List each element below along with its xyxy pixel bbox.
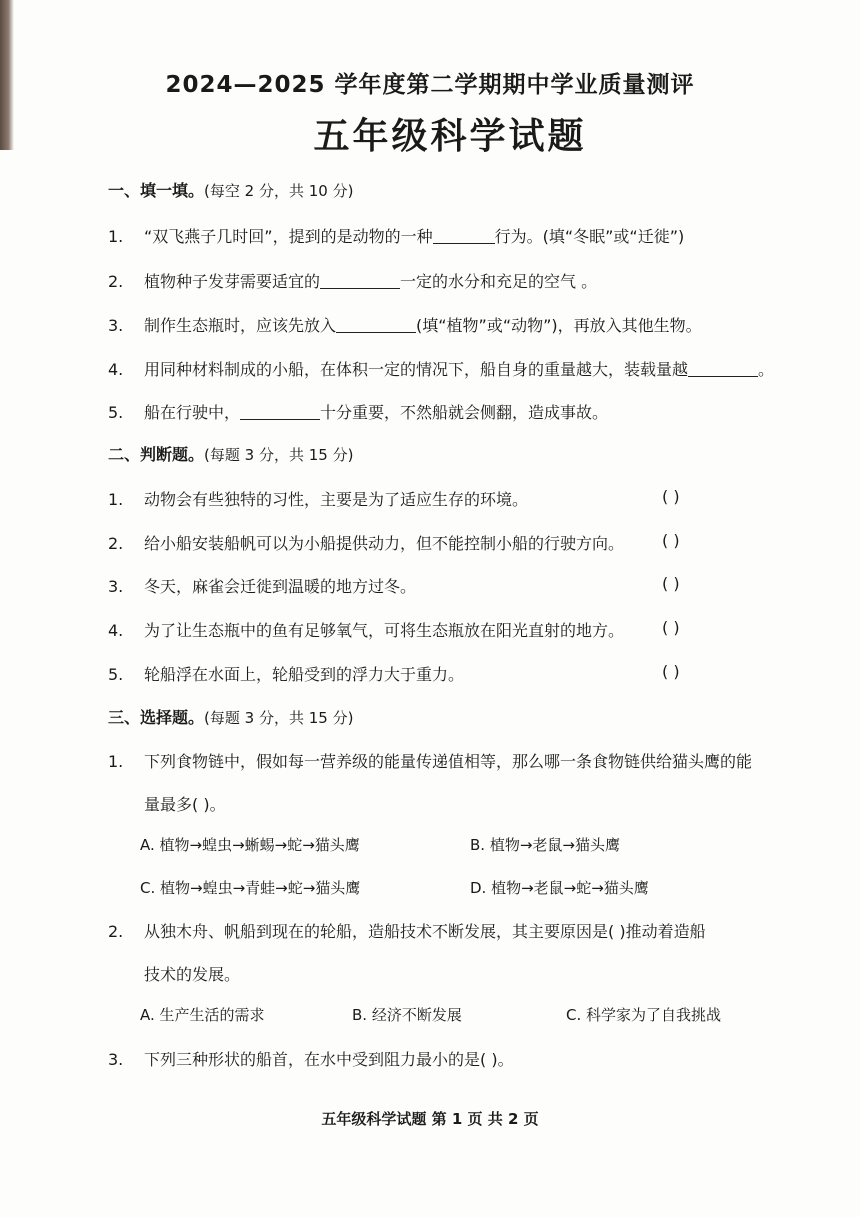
- section-3-note: (每题 3 分，共 15 分): [204, 709, 354, 727]
- answer-parentheses[interactable]: ( ): [662, 618, 680, 637]
- question-text: 冬天，麻雀会迁徙到温暖的地方过冬。: [144, 577, 417, 596]
- question-number: 2.: [108, 534, 124, 553]
- section-2-note: (每题 3 分，共 15 分): [204, 446, 354, 464]
- question-number: 3.: [108, 577, 124, 596]
- fill-question-5: [108, 400, 608, 423]
- question-text: 用同种材料制成的小船，在体积一定的情况下，船自身的重量越大，装载量越: [144, 360, 689, 379]
- question-text: 。: [758, 360, 775, 379]
- question-text: 植物种子发芽需要适宜的: [144, 272, 321, 291]
- answer-parentheses[interactable]: ( ): [662, 531, 680, 550]
- answer-parentheses[interactable]: ( ): [662, 487, 680, 506]
- answer-blank[interactable]: [433, 227, 495, 244]
- section-1-title: 一、填一填。: [108, 181, 205, 200]
- section-1-heading: [108, 178, 353, 201]
- option-c[interactable]: C. 科学家为了自我挑战: [566, 1006, 722, 1024]
- answer-blank[interactable]: [320, 272, 400, 289]
- question-text: 为了让生态瓶中的鱼有足够氧气，可将生态瓶放在阳光直射的地方。: [144, 621, 625, 640]
- question-number: 1.: [108, 227, 124, 246]
- question-number: 1.: [108, 490, 124, 509]
- question-text: 下列三种形状的船首，在水中受到阻力最小的是( )。: [144, 1050, 514, 1069]
- section-2-title: 二、判断题。: [108, 445, 205, 464]
- question-text: 给小船安装船帆可以为小船提供动力，但不能控制小船的行驶方向。: [144, 534, 625, 553]
- question-text: “双飞燕子几时回”，提到的是动物的一种: [144, 227, 433, 246]
- answer-blank[interactable]: [688, 360, 758, 377]
- question-text: 船在行驶中，: [144, 403, 241, 422]
- answer-parentheses[interactable]: ( ): [662, 662, 680, 681]
- question-number: 4.: [108, 360, 124, 379]
- fill-question-2: [108, 269, 597, 292]
- question-number: 5.: [108, 665, 124, 684]
- question-text: 十分重要，不然船就会侧翻，造成事故。: [320, 403, 609, 422]
- choice-question-2-cont: 技术的发展。: [144, 965, 241, 984]
- option-d[interactable]: D. 植物→老鼠→蛇→猫头鹰: [470, 879, 649, 897]
- question-text: 下列食物链中，假如每一营养级的能量传递值相等，那么哪一条食物链供给猫头鹰的能: [144, 752, 753, 771]
- section-3-title: 三、选择题。: [108, 708, 205, 727]
- question-text: 行为。(填“冬眠”或“迁徙”): [494, 227, 685, 246]
- option-b[interactable]: B. 经济不断发展: [352, 1006, 462, 1024]
- choice-question-2: [108, 919, 706, 942]
- question-text: 动物会有些独特的习性，主要是为了适应生存的环境。: [144, 490, 529, 509]
- judge-question-4: [108, 618, 624, 641]
- question-number: 3.: [108, 1050, 124, 1069]
- question-text: 制作生态瓶时，应该先放入: [144, 316, 337, 335]
- question-number: 2.: [108, 922, 124, 941]
- choice-question-1: [108, 749, 752, 772]
- question-number: 5.: [108, 403, 124, 422]
- question-number: 2.: [108, 272, 124, 291]
- exam-title: 五年级科学试题: [313, 116, 587, 157]
- option-a[interactable]: A. 植物→蝗虫→蜥蜴→蛇→猫头鹰: [140, 836, 360, 854]
- fill-question-1: [108, 224, 684, 247]
- option-c[interactable]: C. 植物→蝗虫→青蛙→蛇→猫头鹰: [140, 879, 361, 897]
- judge-question-2: [108, 531, 624, 554]
- option-b[interactable]: B. 植物→老鼠→猫头鹰: [470, 836, 620, 854]
- page-footer: 五年级科学试题 第 1 页 共 2 页: [321, 1110, 539, 1128]
- question-text: 一定的水分和充足的空气 。: [400, 272, 598, 291]
- exam-header: 2024—2025 学年度第二学期期中学业质量测评: [165, 72, 695, 98]
- judge-question-5: [108, 662, 464, 685]
- question-text: 从独木舟、帆船到现在的轮船，造船技术不断发展，其主要原因是( )推动着造船: [144, 922, 706, 941]
- option-a[interactable]: A. 生产生活的需求: [140, 1006, 265, 1024]
- judge-question-3: [108, 574, 416, 597]
- fill-question-4: [108, 357, 774, 380]
- question-text: (填“植物”或“动物”)，再放入其他生物。: [416, 316, 702, 335]
- answer-blank[interactable]: [240, 403, 320, 420]
- question-text: 轮船浮在水面上，轮船受到的浮力大于重力。: [144, 665, 465, 684]
- answer-parentheses[interactable]: ( ): [662, 574, 680, 593]
- question-number: 3.: [108, 316, 124, 335]
- section-3-heading: [108, 705, 353, 728]
- choice-question-1-cont: 量最多( )。: [144, 795, 226, 814]
- fill-question-3: [108, 313, 702, 336]
- section-2-heading: [108, 442, 353, 465]
- judge-question-1: [108, 487, 528, 510]
- answer-blank[interactable]: [336, 316, 416, 333]
- question-number: 1.: [108, 752, 124, 771]
- choice-question-3: [108, 1047, 514, 1070]
- question-number: 4.: [108, 621, 124, 640]
- section-1-note: (每空 2 分，共 10 分): [204, 182, 354, 200]
